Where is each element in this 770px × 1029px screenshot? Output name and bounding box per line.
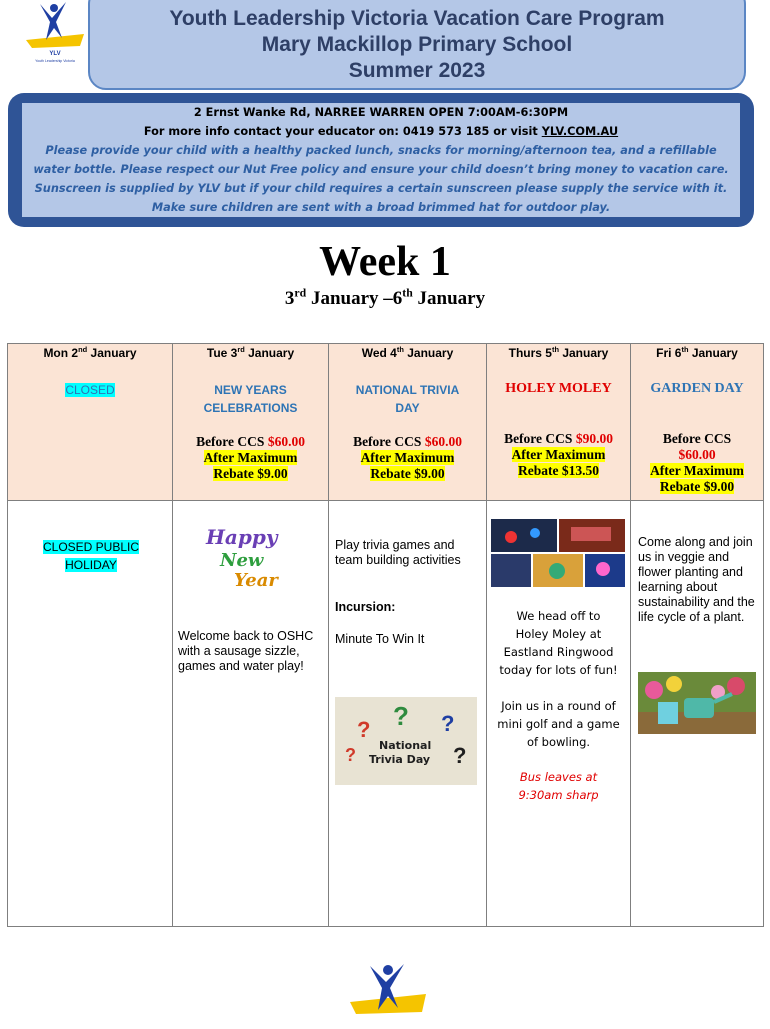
- wed-body-2: Incursion:: [335, 600, 396, 614]
- ylv-logo-bottom: [346, 962, 428, 1024]
- info-box: [22, 103, 740, 217]
- tue-body: Welcome back to OSHC with a sausage sizzle, games and water play!: [178, 629, 314, 673]
- svg-text:National: National: [379, 739, 432, 752]
- thu-bus-note: Bus leaves at 9:30am sharp: [518, 770, 599, 802]
- mon-event: [8, 381, 172, 399]
- info-note-2: water bottle. Please respect our Nut Free policy and ensure your child doesn’t bring money to vacation care.: [33, 163, 729, 176]
- day-header-thu: Thurs 5th January: [508, 345, 609, 360]
- grid-line: [328, 343, 329, 927]
- holey-moley-image: [491, 519, 625, 587]
- svg-text:Happy: Happy: [206, 525, 278, 549]
- contact-text: [22, 122, 740, 141]
- closed-badge: CLOSED: [65, 383, 115, 397]
- happy-new-year-image: [200, 522, 292, 592]
- website-link[interactable]: YLV.COM.AU: [541, 125, 619, 138]
- svg-text:?: ?: [441, 711, 455, 736]
- grid-line: [7, 343, 764, 344]
- wed-event: NATIONAL TRIVIA DAY: [355, 383, 460, 415]
- grid-line: [7, 343, 8, 927]
- title-line-3: Summer 2023: [348, 59, 486, 82]
- tue-price: Before CCS $60.00 After Maximum Rebate $9.00: [196, 434, 305, 481]
- info-note-1: Please provide your child with a healthy packed lunch, snacks for morning/afternoon tea, and a refillable: [45, 144, 717, 157]
- day-header-wed: Wed 4th January: [361, 345, 454, 360]
- wed-price: Before CCS $60.00 After Maximum Rebate $9.00: [353, 434, 462, 481]
- week-date-range: 3rd January –6th January: [284, 286, 486, 309]
- address-text: 2 Ernst Wanke Rd, NARREE WARREN OPEN 7:00AM-6:30PM: [193, 106, 569, 119]
- mon-body: CLOSED PUBLIC HOLIDAY: [42, 540, 140, 572]
- wed-body-1: Play trivia games and team building activities: [335, 538, 461, 567]
- thu-body-1: We head off to Holey Moley at Eastland Ringwood today for lots of fun!: [499, 609, 618, 677]
- grid-line: [763, 343, 764, 927]
- fri-event: GARDEN DAY: [650, 381, 744, 396]
- svg-text:?: ?: [357, 717, 371, 742]
- fri-body: Come along and join us in veggie and flower planting and learning about sustainability and the life cycle of a plant.: [638, 535, 755, 624]
- svg-text:?: ?: [393, 701, 409, 731]
- week-title: Week 1: [319, 239, 451, 285]
- logo-subtext: Youth Leadership Victoria: [35, 59, 75, 63]
- svg-text:Trivia Day: Trivia Day: [369, 753, 431, 766]
- info-note-3: Sunscreen is supplied by YLV but if your child requires a certain sunscreen please supply the service with it.: [34, 182, 728, 195]
- day-header-tue: Tue 3rd January: [206, 345, 295, 360]
- ylv-logo: [22, 0, 88, 70]
- fri-price: Before CCS $60.00 After Maximum Rebate $9.00: [650, 431, 744, 494]
- contact-prefix: For more info contact your educator on: 0419 573 185 or visit: [143, 125, 542, 138]
- svg-text:New: New: [220, 550, 264, 571]
- day-header-fri: Fri 6th January: [656, 345, 738, 360]
- info-note-4: Make sure children are sent with a broad brimmed hat for outdoor play.: [151, 201, 611, 214]
- title-line-1: Youth Leadership Victoria Vacation Care Program: [169, 7, 665, 30]
- svg-text:?: ?: [345, 745, 356, 765]
- thu-body-2: Join us in a round of mini golf and a game of bowling.: [497, 699, 620, 749]
- title-line-2: Mary Mackillop Primary School: [261, 33, 573, 56]
- thu-event: HOLEY MOLEY: [505, 381, 612, 396]
- tue-event: NEW YEARS CELEBRATIONS: [203, 383, 298, 415]
- grid-line: [172, 343, 173, 927]
- grid-line: [7, 926, 764, 927]
- svg-text:Year: Year: [234, 570, 278, 591]
- logo-text: YLV: [49, 51, 61, 57]
- garden-image: [638, 672, 756, 734]
- program-title-box: [88, 0, 746, 90]
- national-trivia-day-image: [335, 697, 477, 785]
- thu-price: Before CCS $90.00 After Maximum Rebate $13.50: [504, 431, 613, 478]
- svg-text:?: ?: [453, 743, 467, 768]
- day-header-mon: Mon 2nd January: [43, 345, 137, 360]
- wed-body-3: Minute To Win It: [335, 632, 425, 646]
- grid-line: [7, 500, 764, 501]
